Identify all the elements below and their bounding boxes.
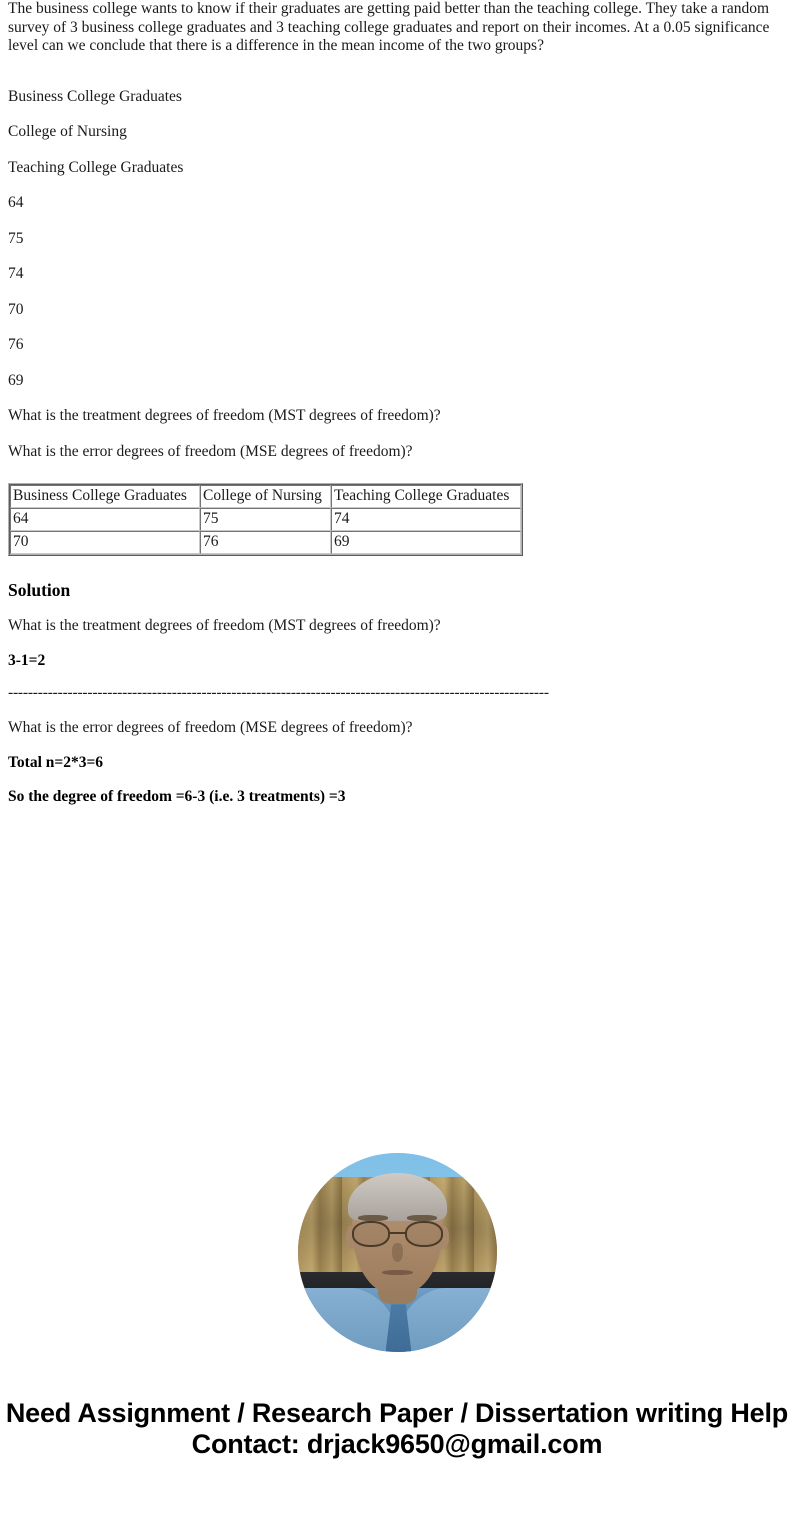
- footer-headline: Need Assignment / Research Paper / Dissertation writing Help: [5, 1398, 789, 1428]
- list-value-70: 70: [8, 300, 24, 318]
- solution-question-error-df: What is the error degrees of freedom (MSE degrees of freedom)?: [8, 719, 413, 736]
- section-divider: -------------------------------------------------------------------------------------------------------------: [8, 684, 549, 701]
- list-line-college-of-nursing: College of Nursing: [8, 123, 127, 140]
- footer-contact: Contact: drjack9650@gmail.com: [191, 1429, 603, 1459]
- table-cell: 69: [331, 531, 521, 554]
- table-row: [10, 531, 521, 554]
- photo-lens-left: [352, 1221, 390, 1247]
- table-header-business-college-graduates: Business College Graduates: [10, 485, 200, 508]
- solution-answer-treatment-df: 3-1=2: [8, 651, 46, 669]
- spacer: [8, 56, 786, 71]
- question-treatment-df: What is the treatment degrees of freedom (MST degrees of freedom)?: [8, 407, 441, 424]
- table-cell: 74: [331, 508, 521, 531]
- list-line-teaching-college-graduates: Teaching College Graduates: [8, 158, 184, 176]
- list-value-69: 69: [8, 371, 24, 389]
- list-value-76: 76: [8, 336, 24, 353]
- table-cell: 64: [10, 508, 200, 531]
- solution-answer-total-n: Total n=2*3=6: [8, 753, 104, 771]
- table-cell: 75: [200, 508, 331, 531]
- solution-question-treatment-df: What is the treatment degrees of freedom (MST degrees of freedom)?: [8, 617, 441, 634]
- intro-paragraph: The business college wants to know if their graduates are getting paid better than the teaching college. They take a random survey of 3 business college graduates and 3 teaching college graduates and report on their incomes. At a 0.05 significance level can we conclude that there is a difference in the mean income of the two groups?: [8, 0, 770, 54]
- income-data-table: [8, 483, 523, 556]
- list-value-75: 75: [8, 229, 24, 247]
- avatar: [298, 1153, 497, 1352]
- portrait-area: [0, 1153, 794, 1353]
- footer: [0, 1398, 794, 1460]
- solution-answer-error-df: So the degree of freedom =6-3 (i.e. 3 treatments) =3: [8, 788, 346, 805]
- table-row: [10, 508, 521, 531]
- table-header-college-of-nursing: College of Nursing: [200, 485, 331, 508]
- list-value-64: 64: [8, 194, 24, 211]
- photo-lens-right: [405, 1221, 443, 1247]
- photo-glasses-bridge: [390, 1232, 405, 1234]
- list-value-74: 74: [8, 265, 24, 282]
- data-table-container: [8, 461, 786, 556]
- table-cell: 70: [10, 531, 200, 554]
- table-cell: 76: [200, 531, 331, 554]
- solution-heading: Solution: [8, 580, 71, 600]
- table-row-header: [10, 485, 521, 508]
- list-line-business-college-graduates: Business College Graduates: [8, 87, 182, 105]
- question-error-df: What is the error degrees of freedom (MSE degrees of freedom)?: [8, 442, 413, 460]
- table-header-teaching-college-graduates: Teaching College Graduates: [331, 485, 521, 508]
